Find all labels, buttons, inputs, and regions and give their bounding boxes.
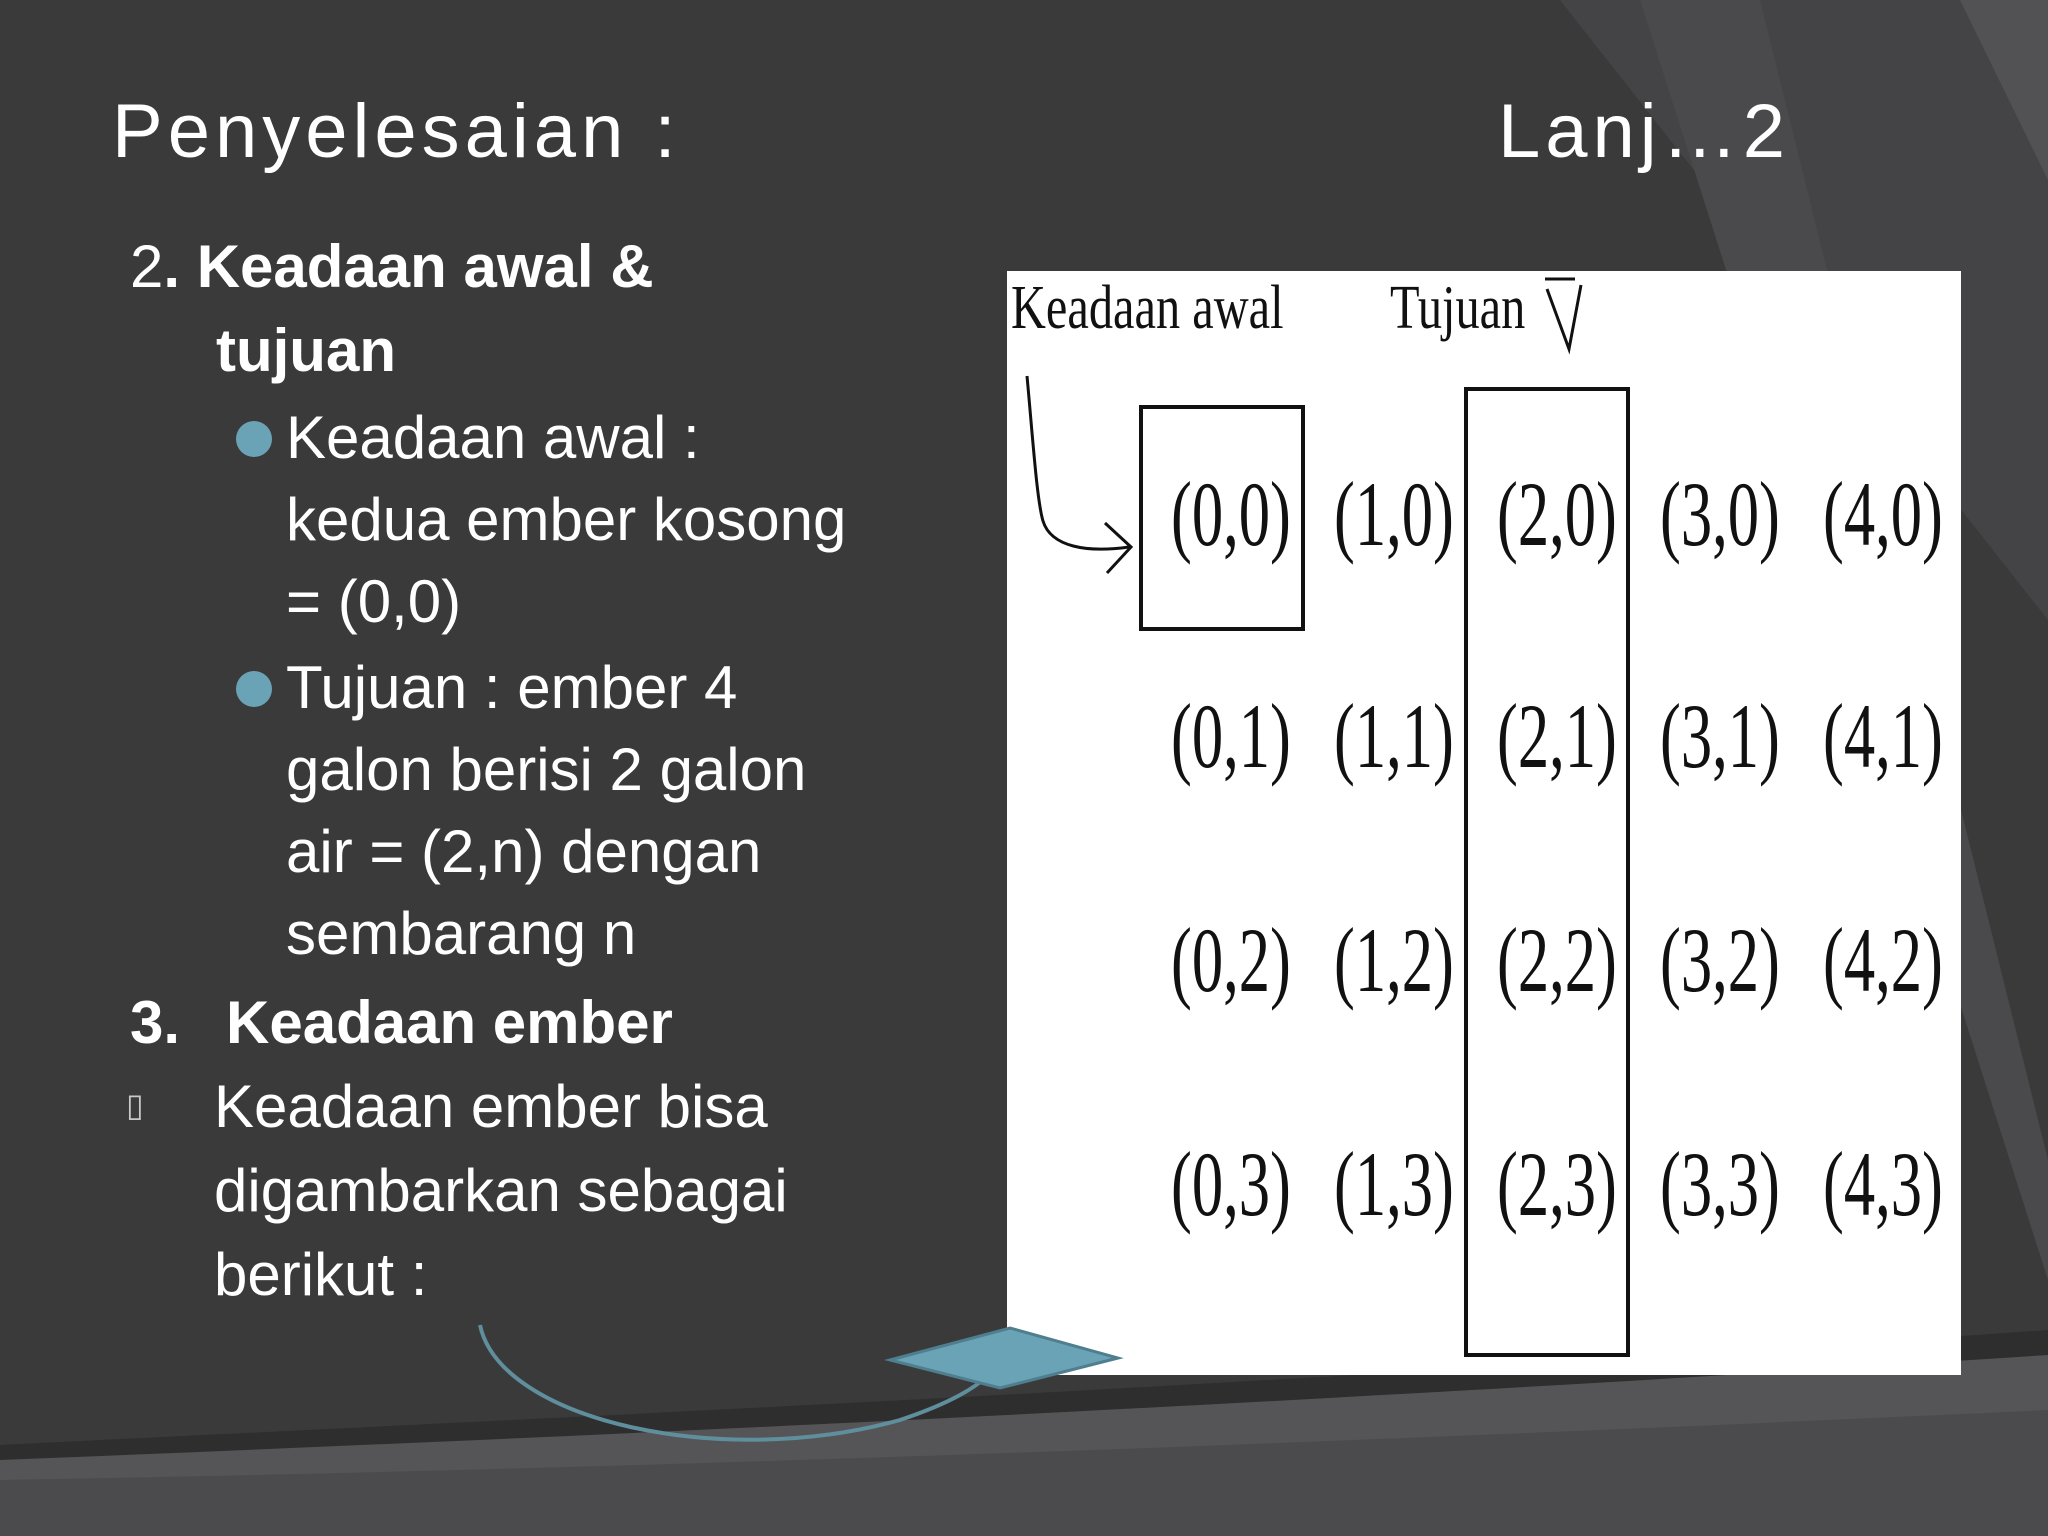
- grid-cell: (0,2): [1171, 909, 1291, 1011]
- grid-cell: (2,0): [1497, 463, 1617, 565]
- bullet-line: sembarang n: [286, 900, 637, 967]
- grid-cell: (1,2): [1334, 909, 1454, 1011]
- grid-cell: (1,0): [1334, 463, 1454, 565]
- grid-cell: (4,1): [1823, 685, 1943, 787]
- grid-cell: (2,2): [1497, 909, 1617, 1011]
- bullet-line: galon berisi 2 galon: [286, 736, 807, 803]
- bullet-start-state: [286, 397, 950, 643]
- section-2-heading-line-2: tujuan: [216, 317, 396, 384]
- section-3-heading: [130, 981, 950, 1065]
- grid-cell: (3,0): [1660, 463, 1780, 565]
- grid-cell: (4,0): [1823, 463, 1943, 565]
- bullet-dot-icon: [236, 421, 272, 457]
- bullet-line: Keadaan awal :: [286, 404, 700, 471]
- section-3-line: Keadaan ember bisa: [214, 1073, 768, 1140]
- slide-title-continuation: Lanj…2: [1498, 89, 1790, 174]
- grid-cell: (4,2): [1823, 909, 1943, 1011]
- bucket-state-figure: [1007, 271, 1961, 1375]
- bullet-line: Tujuan : ember 4: [286, 654, 738, 721]
- grid-cell: (0,0): [1171, 463, 1291, 565]
- grid-cell: (3,1): [1660, 685, 1780, 787]
- start-arrow-icon: [1027, 376, 1129, 549]
- grid-cell: (2,3): [1497, 1133, 1617, 1235]
- grid-cell: (0,3): [1171, 1133, 1291, 1235]
- section-2-number: 2: [130, 233, 164, 300]
- bullet-dot-icon: [236, 671, 272, 707]
- section-3-heading-text: Keadaan ember: [226, 989, 673, 1056]
- grid-cell: (4,3): [1823, 1133, 1943, 1235]
- section-3-number: 3.: [130, 989, 181, 1056]
- grid-cell: (1,3): [1334, 1133, 1454, 1235]
- grid-cell: (3,2): [1660, 909, 1780, 1011]
- section-2-heading: [130, 225, 950, 309]
- section-2-heading-line-1: . Keadaan awal &: [163, 233, 654, 300]
- bullet-goal-state: [286, 647, 950, 975]
- start-state-label: Keadaan awal: [1011, 274, 1284, 342]
- goal-label: Tujuan: [1390, 274, 1526, 342]
- grid-cell: (3,3): [1660, 1133, 1780, 1235]
- missing-glyph-bullet-icon: ▯: [126, 1086, 144, 1124]
- bullet-line: = (0,0): [286, 568, 462, 635]
- section-3-item: [126, 1065, 950, 1317]
- bullet-line: kedua ember kosong: [286, 486, 847, 553]
- goal-arrow-icon: [1545, 279, 1581, 349]
- slide-body: [126, 225, 950, 1317]
- grid-cell: (0,1): [1171, 685, 1291, 787]
- section-3-line: berikut :: [214, 1241, 428, 1308]
- bullet-line: air = (2,n) dengan: [286, 818, 762, 885]
- figure-lines: [1007, 271, 1961, 1375]
- grid-cell: (1,1): [1334, 685, 1454, 787]
- slide-title: Penyelesaian :: [112, 89, 681, 174]
- grid-cell: (2,1): [1497, 685, 1617, 787]
- section-3-line: digambarkan sebagai: [214, 1157, 788, 1224]
